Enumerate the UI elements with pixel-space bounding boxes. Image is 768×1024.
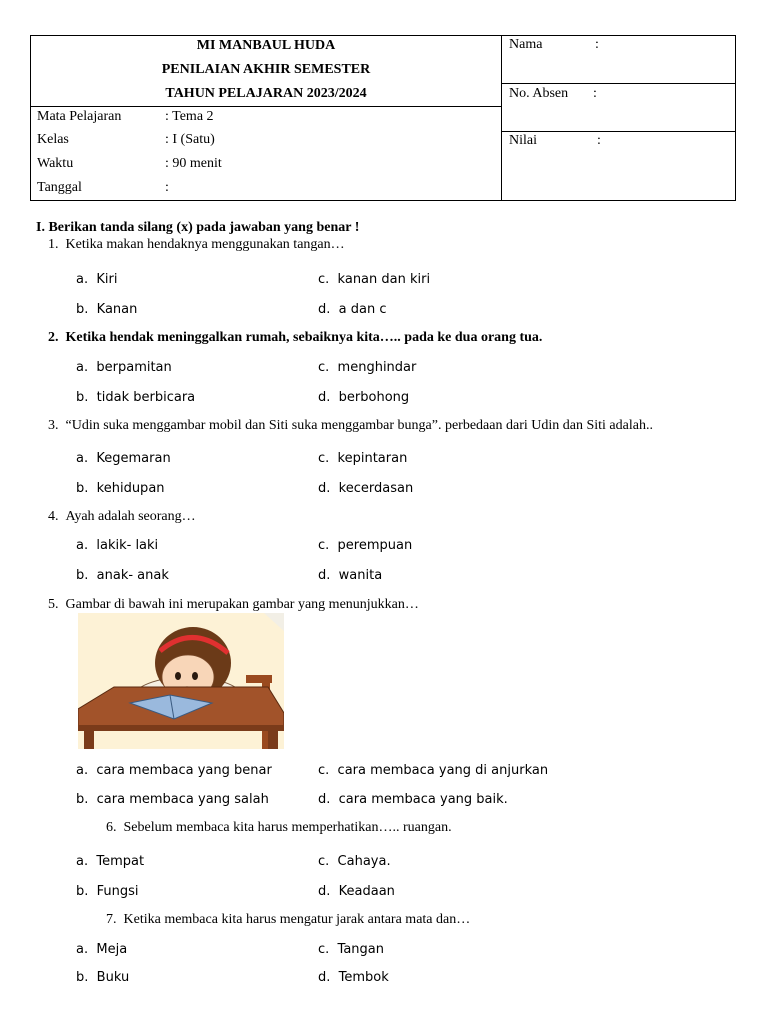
option-text: kepintaran [337,451,408,466]
option-text: cara membaca yang baik. [338,792,508,807]
exam-header-table [30,35,736,201]
option-3c[interactable] [318,451,407,466]
option-1a[interactable] [76,272,117,287]
option-1c[interactable] [318,272,430,287]
option-key: a. [76,942,89,957]
question-7 [106,912,470,928]
info-value-time: : 90 menit [165,156,222,171]
info-label-time: Waktu [37,156,74,171]
option-text: kecerdasan [338,481,414,496]
option-text: cara membaca yang di anjurkan [337,763,549,778]
option-key: c. [318,360,330,375]
option-text: Tangan [337,942,384,957]
option-key: d. [318,302,331,317]
option-key: a. [76,854,89,869]
info-label-subject: Mata Pelajaran [37,109,122,124]
option-key: d. [318,970,331,985]
option-6a[interactable] [76,854,144,869]
option-text: tidak berbicara [96,390,196,405]
info-label-class: Kelas [37,132,69,147]
question-number: 5. [48,597,59,612]
option-2a[interactable] [76,360,172,375]
option-text: Keadaan [338,884,395,899]
option-text: anak- anak [96,568,169,583]
header-divider [501,83,735,84]
absen-field: : [593,86,597,101]
option-7c[interactable] [318,942,384,957]
option-key: a. [76,763,89,778]
option-key: b. [76,792,89,807]
option-6c[interactable] [318,854,391,869]
option-key: d. [318,568,331,583]
option-text: Tembok [338,970,389,985]
option-text: kehidupan [96,481,165,496]
option-text: berpamitan [96,360,172,375]
option-key: c. [318,272,330,287]
option-4a[interactable] [76,538,158,553]
question-number: 1. [48,237,59,252]
option-key: c. [318,451,330,466]
question-number: 3. [48,418,59,433]
option-text: berbohong [338,390,410,405]
option-key: a. [76,538,89,553]
name-label: Nama [509,37,543,52]
option-4b[interactable] [76,568,169,583]
absen-label: No. Absen [509,86,569,101]
academic-year: TAHUN PELAJARAN 2023/2024 [165,86,367,101]
school-name: MI MANBAUL HUDA [196,38,336,53]
option-text: Kiri [96,272,118,287]
question-number: 7. [106,912,117,927]
question-text: Gambar di bawah ini merupakan gambar yang menunjukkan… [65,597,419,612]
exam-title: PENILAIAN AKHIR SEMESTER [161,62,371,77]
name-field: : [595,37,599,52]
option-5d[interactable] [318,792,508,807]
option-key: d. [318,792,331,807]
option-7b[interactable] [76,970,129,985]
question-6 [106,820,452,836]
option-key: c. [318,538,330,553]
option-key: d. [318,481,331,496]
option-5c[interactable] [318,763,548,778]
option-5b[interactable] [76,792,269,807]
option-text: Kegemaran [96,451,171,466]
option-3a[interactable] [76,451,171,466]
question-2 [48,330,542,346]
option-key: b. [76,481,89,496]
option-text: cara membaca yang salah [96,792,269,807]
option-3d[interactable] [318,481,413,496]
score-label: Nilai [509,133,537,148]
option-text: Meja [96,942,128,957]
option-5a[interactable] [76,763,272,778]
option-2b[interactable] [76,390,195,405]
option-key: b. [76,568,89,583]
question-text: Ketika makan hendaknya menggunakan tangan… [65,237,345,252]
option-1b[interactable] [76,302,137,317]
question-number: 2. [48,330,59,345]
info-value-subject: : Tema 2 [165,109,214,124]
info-label-date: Tanggal [37,180,82,195]
option-key: a. [76,272,89,287]
option-3b[interactable] [76,481,165,496]
score-field: : [597,133,601,148]
question-text: Ketika hendak meninggalkan rumah, sebaiknya kita….. pada ke dua orang tua. [65,330,543,345]
option-4c[interactable] [318,538,412,553]
option-text: menghindar [337,360,417,375]
option-text: Tempat [96,854,145,869]
question-5 [48,597,419,613]
option-6b[interactable] [76,884,139,899]
section-instruction: I. Berikan tanda silang (x) pada jawaban yang benar ! [36,220,360,235]
option-1d[interactable] [318,302,387,317]
header-divider [31,106,501,107]
option-key: a. [76,360,89,375]
question-number: 6. [106,820,117,835]
option-text: lakik- laki [96,538,159,553]
option-7a[interactable] [76,942,127,957]
question-4 [48,509,196,525]
option-key: b. [76,884,89,899]
option-text: Kanan [96,302,138,317]
question-number: 4. [48,509,59,524]
option-2c[interactable] [318,360,416,375]
info-value-class: : I (Satu) [165,132,215,147]
option-key: c. [318,763,330,778]
question-text: Ayah adalah seorang… [65,509,196,524]
option-text: wanita [338,568,383,583]
girl-reading-illustration [78,613,284,749]
option-key: b. [76,390,89,405]
option-2d[interactable] [318,390,409,405]
option-key: a. [76,451,89,466]
header-divider [501,36,502,200]
option-4d[interactable] [318,568,382,583]
option-7d[interactable] [318,970,389,985]
option-text: Buku [96,970,130,985]
question-1 [48,237,345,253]
question-text: Sebelum membaca kita harus memperhatikan….. ruangan. [123,820,452,835]
option-key: b. [76,970,89,985]
option-text: Fungsi [96,884,139,899]
option-text: perempuan [337,538,413,553]
question-text: Ketika membaca kita harus mengatur jarak antara mata dan… [123,912,471,927]
option-text: cara membaca yang benar [96,763,272,778]
option-key: c. [318,942,330,957]
option-text: a dan c [338,302,387,317]
option-key: c. [318,854,330,869]
option-6d[interactable] [318,884,395,899]
info-value-date: : [165,180,169,195]
option-key: b. [76,302,89,317]
header-divider [501,131,735,132]
option-key: d. [318,884,331,899]
option-text: Cahaya. [337,854,391,869]
option-key: d. [318,390,331,405]
question-text: “Udin suka menggambar mobil dan Siti suka menggambar bunga”. perbedaan dari Udin dan Siti adalah.. [65,418,653,433]
option-text: kanan dan kiri [337,272,431,287]
question-3 [48,418,653,434]
